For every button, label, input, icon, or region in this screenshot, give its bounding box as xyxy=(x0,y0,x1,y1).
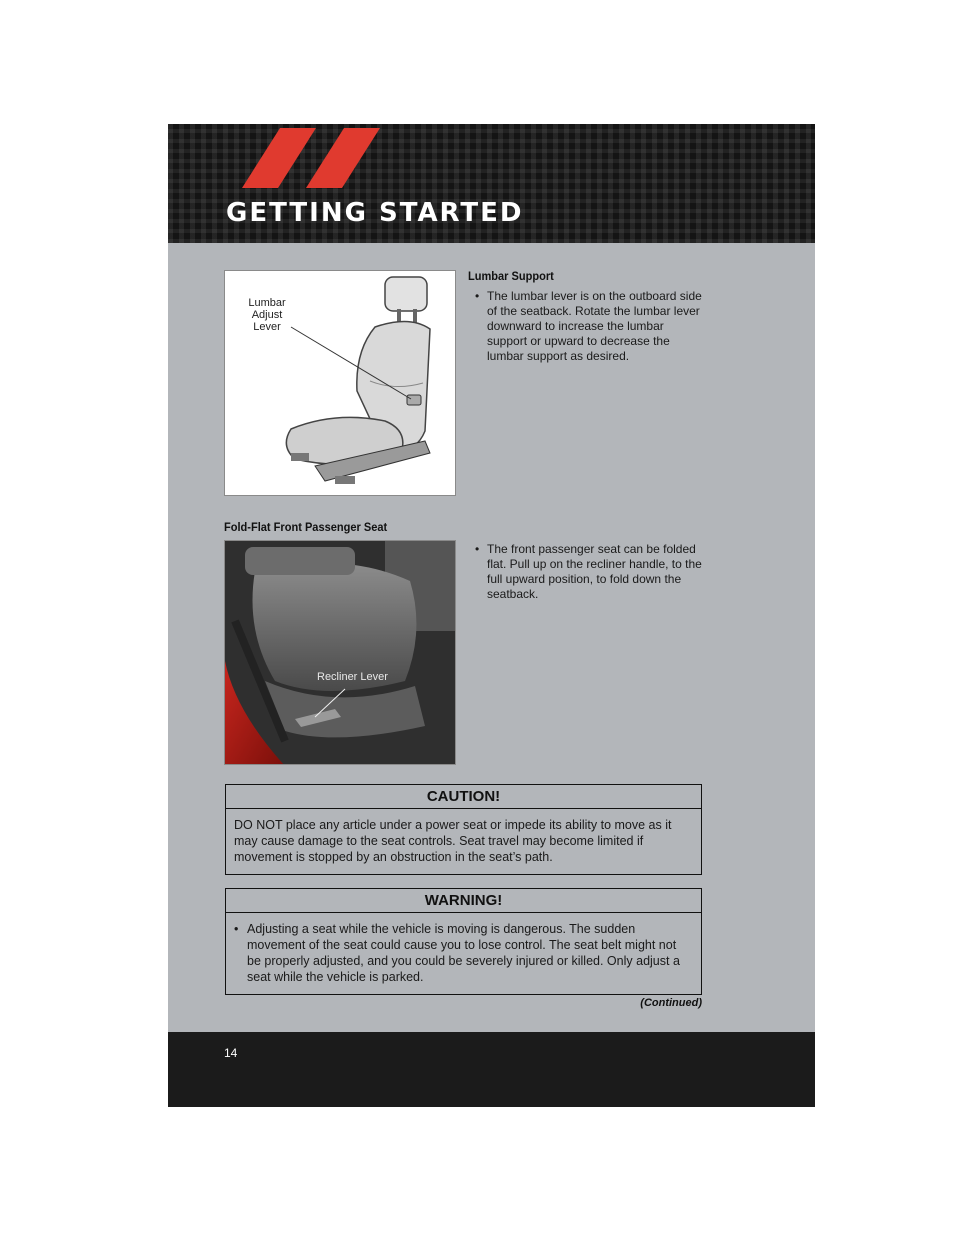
recliner-lever-callout: Recliner Lever xyxy=(317,671,388,683)
continued-label: (Continued) xyxy=(640,997,702,1009)
fold-flat-bullet: • The front passenger seat can be folded flat. Pull up on the recliner handle, to the full upward position, to fold down the seatback. xyxy=(475,542,705,602)
caution-title: CAUTION! xyxy=(226,785,701,809)
warning-body xyxy=(226,913,701,993)
lumbar-seat-illustration xyxy=(224,270,456,496)
caution-text: DO NOT place any article under a power seat or impede its ability to move as it may cause damage to the seat controls. Seat travel may become limited if movement is stopped by an obstruction in the seat’s path. xyxy=(234,818,672,864)
lumbar-bullet: • The lumbar lever is on the outboard side of the seatback. Rotate the lumbar lever downward to increase the lumbar support or upward to decrease the lumbar support as desired. xyxy=(475,289,705,364)
seat-photo-drawing xyxy=(225,541,456,765)
lumbar-support-title: Lumbar Support xyxy=(468,269,554,283)
section-title: GETTING STARTED xyxy=(226,198,524,228)
warning-bullet: • Adjusting a seat while the vehicle is moving is dangerous. The sudden movement of the seat could cause you to lose control. The seat belt might not be properly adjusted, and you could be severely injured or killed. Only adjust a seat while the vehicle is parked. xyxy=(234,921,693,985)
lumbar-bullets xyxy=(475,289,705,364)
page-footer xyxy=(168,1032,815,1107)
manual-page xyxy=(168,124,815,1107)
fold-flat-title: Fold-Flat Front Passenger Seat xyxy=(224,520,388,534)
fold-flat-bullets xyxy=(475,542,705,602)
warning-title: WARNING! xyxy=(226,889,701,913)
page-number: 14 xyxy=(224,1046,238,1060)
lumbar-lever-callout: Lumbar Adjust Lever xyxy=(248,297,286,333)
passenger-seat-photo xyxy=(224,540,456,765)
warning-box xyxy=(225,888,702,995)
section-header xyxy=(168,124,815,243)
caution-box xyxy=(225,784,702,875)
brand-stripes-logo xyxy=(242,128,382,188)
